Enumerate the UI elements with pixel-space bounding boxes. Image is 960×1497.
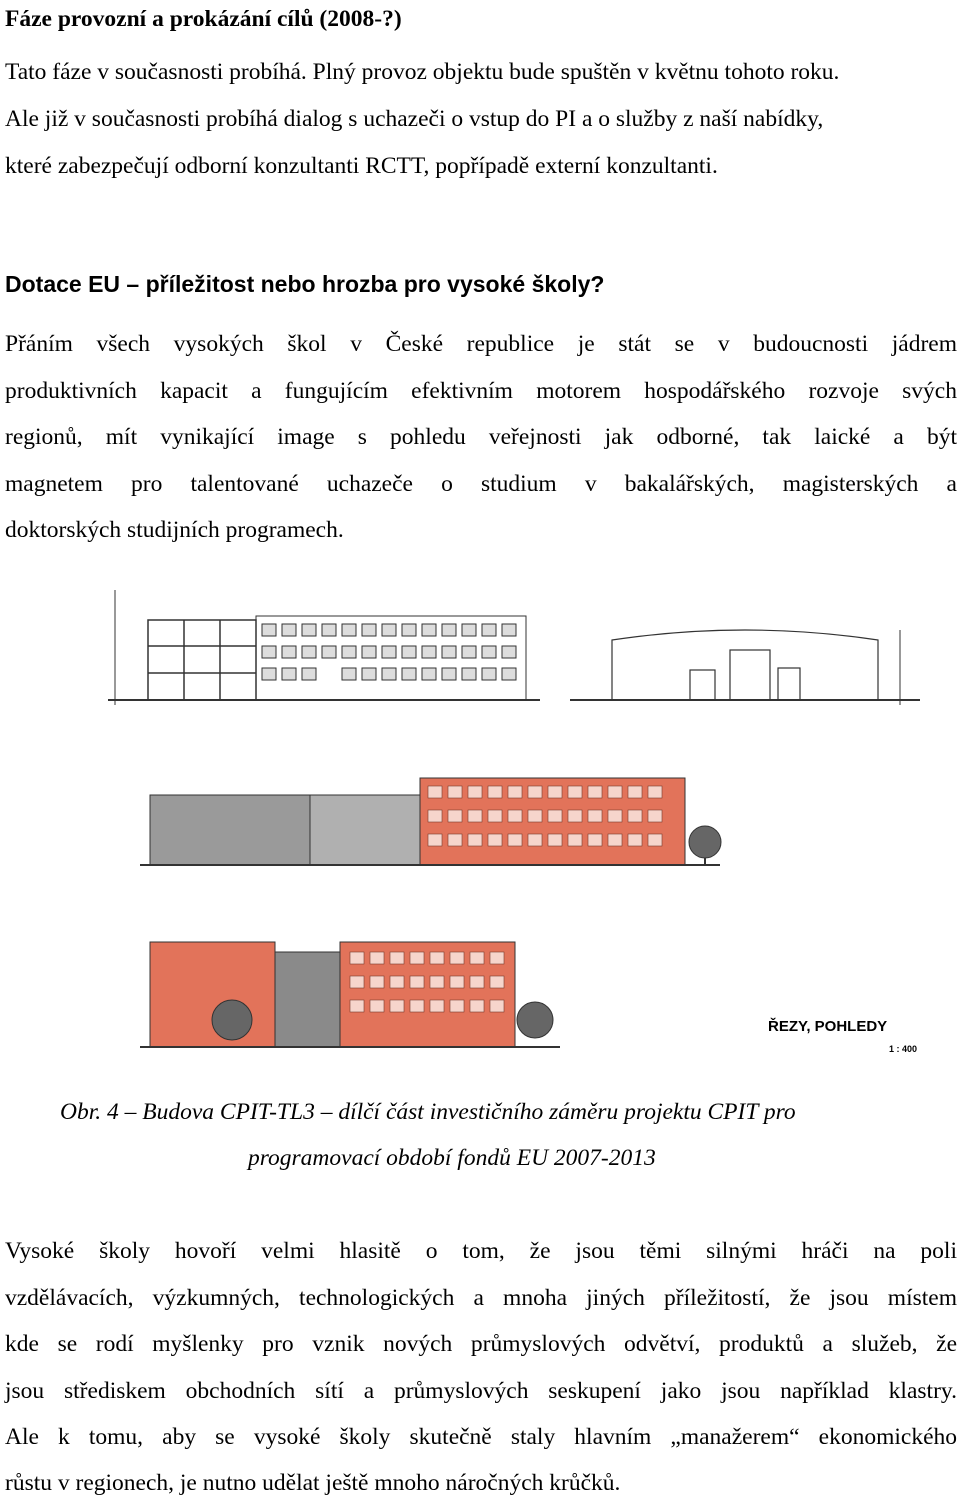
paragraph-line: které zabezpečují odborní konzultanti RCTT, popřípadě externí konzultanti. — [5, 153, 718, 179]
paragraph-line: růstu v regionech, je nutno udělat ještě mnoho náročných krůčků. — [5, 1470, 621, 1496]
architectural-drawing — [0, 580, 960, 1080]
paragraph-line: Tato fáze v současnosti probíhá. Plný provoz objektu bude spuštěn v květnu tohoto roku. — [5, 59, 840, 85]
east-elevation — [140, 942, 560, 1047]
section-heading: Fáze provozní a prokázání cílů (2008-?) — [5, 6, 402, 32]
paragraph-line: regionů, mít vynikající image s pohledu veřejnosti jak odborné, tak laické a být — [5, 424, 957, 450]
section-drawing-right — [570, 630, 920, 705]
elevation-drawing-top — [256, 616, 526, 700]
paragraph-line: produktivních kapacit a fungujícím efektivním motorem hospodářského rozvoje svých — [5, 378, 957, 404]
drawing-scale: 1 : 400 — [889, 1044, 918, 1054]
paragraph-line: jsou střediskem obchodních sítí a průmyslových seskupení jako jsou například klastry. — [5, 1378, 957, 1404]
south-elevation — [140, 778, 721, 865]
paragraph-line: Ale k tomu, aby se vysoké školy skutečně staly hlavním „manažerem“ ekonomického — [5, 1424, 957, 1450]
figure-caption: programovací období fondů EU 2007-2013 — [248, 1145, 656, 1171]
drawing-title: ŘEZY, POHLEDY — [768, 1018, 888, 1035]
paragraph-line: vzdělávacích, výzkumných, technologických a mnoha jiných příležitostí, že jsou místem — [5, 1285, 957, 1311]
paragraph-line: magnetem pro talentované uchazeče o studium v bakalářských, magisterských a — [5, 471, 957, 497]
figure-caption: Obr. 4 – Budova CPIT-TL3 – dílčí část investičního záměru projektu CPIT pro — [60, 1099, 796, 1125]
section-heading: Dotace EU – příležitost nebo hrozba pro vysoké školy? — [5, 271, 605, 297]
paragraph-line: Přáním všech vysokých škol v České republice je stát se v budoucnosti jádrem — [5, 331, 957, 357]
paragraph-line: doktorských studijních programech. — [5, 517, 344, 543]
paragraph-line: kde se rodí myšlenky pro vznik nových průmyslových odvětví, produktů a služeb, že — [5, 1331, 957, 1357]
paragraph-line: Ale již v současnosti probíhá dialog s uchazeči o vstup do PI a o služby z naší nabídky, — [5, 106, 824, 132]
paragraph-line: Vysoké školy hovoří velmi hlasitě o tom, že jsou těmi silnými hráči na poli — [5, 1238, 957, 1264]
